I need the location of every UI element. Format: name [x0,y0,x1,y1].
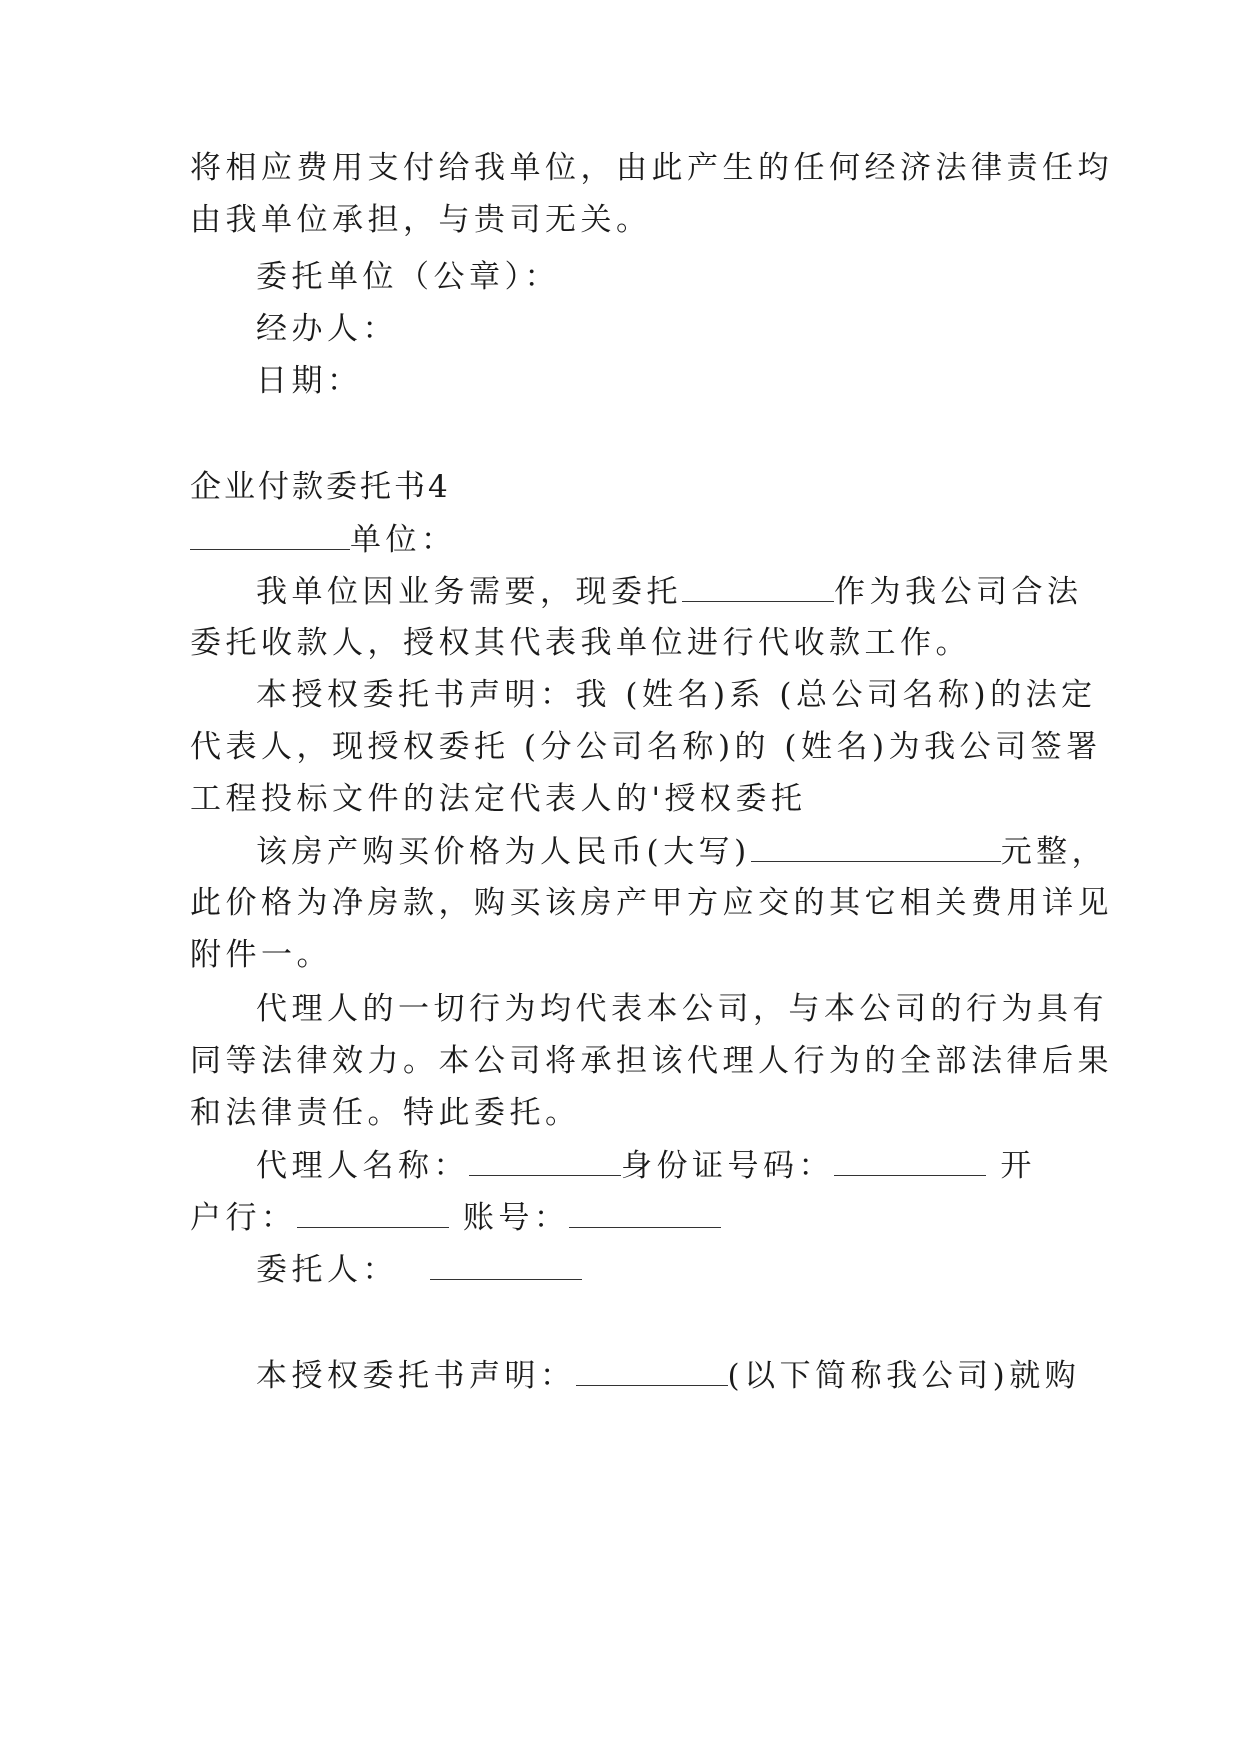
fill-blank [751,831,1001,862]
recipient-line [190,519,457,560]
fill-blank [576,1355,728,1386]
paragraph-line [190,1041,1113,1081]
text: 作为我公司合法 [834,574,1083,610]
fill-blank [569,1197,721,1228]
text: 元整， [1000,834,1108,870]
paragraph-line [190,779,807,819]
text: 开 [1000,1148,1036,1184]
paragraph-line [190,727,1102,767]
text: 和法律责任。特此委托。 [190,1095,581,1131]
fill-blank [469,1145,621,1176]
fill-blank [190,519,350,550]
fill-blank [297,1197,449,1228]
text: 单位： [350,522,457,558]
fill-blank [834,1145,986,1176]
text: (以下简称我公司)就购 [727,1358,1081,1394]
paragraph-line [190,200,652,240]
text: 本授权委托书声明：我 (姓名)系 (总公司名称)的法定 [256,677,1097,713]
text: 委托人： [256,1252,398,1288]
text: 户行： [190,1200,297,1236]
paragraph-line [256,831,1107,872]
paragraph-line [190,1093,581,1133]
paragraph-line [256,571,1083,612]
text: 本授权委托书声明： [256,1358,576,1394]
text: 委托收款人，授权其代表我单位进行代收款工作。 [190,625,971,661]
text: 由我单位承担，与贵司无关。 [190,202,652,238]
paragraph-line [256,989,1108,1029]
text: 日期： [256,363,363,399]
text: 委托单位（公章）： [256,259,560,295]
text: 工程投标文件的法定代表人的'授权委托 [190,781,807,817]
agent-info-line [256,1145,1036,1186]
text: 我单位因业务需要，现委托 [256,574,682,610]
text: 身份证号码： [621,1148,834,1184]
paragraph-line [190,148,1113,188]
agent-info-line [190,1197,721,1238]
paragraph-line [190,623,971,663]
paragraph-line [256,675,1097,715]
text: 同等法律效力。本公司将承担该代理人行为的全部法律后果 [190,1043,1113,1079]
fill-blank [682,571,834,602]
section-title [190,467,451,507]
text: 经办人： [256,311,398,347]
text: 企业付款委托书4 [190,469,451,505]
handler-label [256,309,398,349]
client-line [256,1249,582,1290]
fill-blank [430,1249,582,1280]
text: 代表人，现授权委托 (分公司名称)的 (姓名)为我公司签署 [190,729,1102,765]
text: 附件一。 [190,937,332,973]
text: 该房产购买价格为人民币(大写) [256,834,751,870]
text: 代理人的一切行为均代表本公司，与本公司的行为具有 [256,991,1108,1027]
paragraph-line [190,883,1113,923]
date-label [256,361,363,401]
text: 将相应费用支付给我单位，由此产生的任何经济法律责任均 [190,150,1113,186]
text: 代理人名称： [256,1148,469,1184]
paragraph-line [190,935,332,975]
paragraph-line [256,1355,1080,1396]
text: 此价格为净房款，购买该房产甲方应交的其它相关费用详见 [190,885,1113,921]
text: 账号： [462,1200,570,1236]
client-seal-label [256,257,560,297]
